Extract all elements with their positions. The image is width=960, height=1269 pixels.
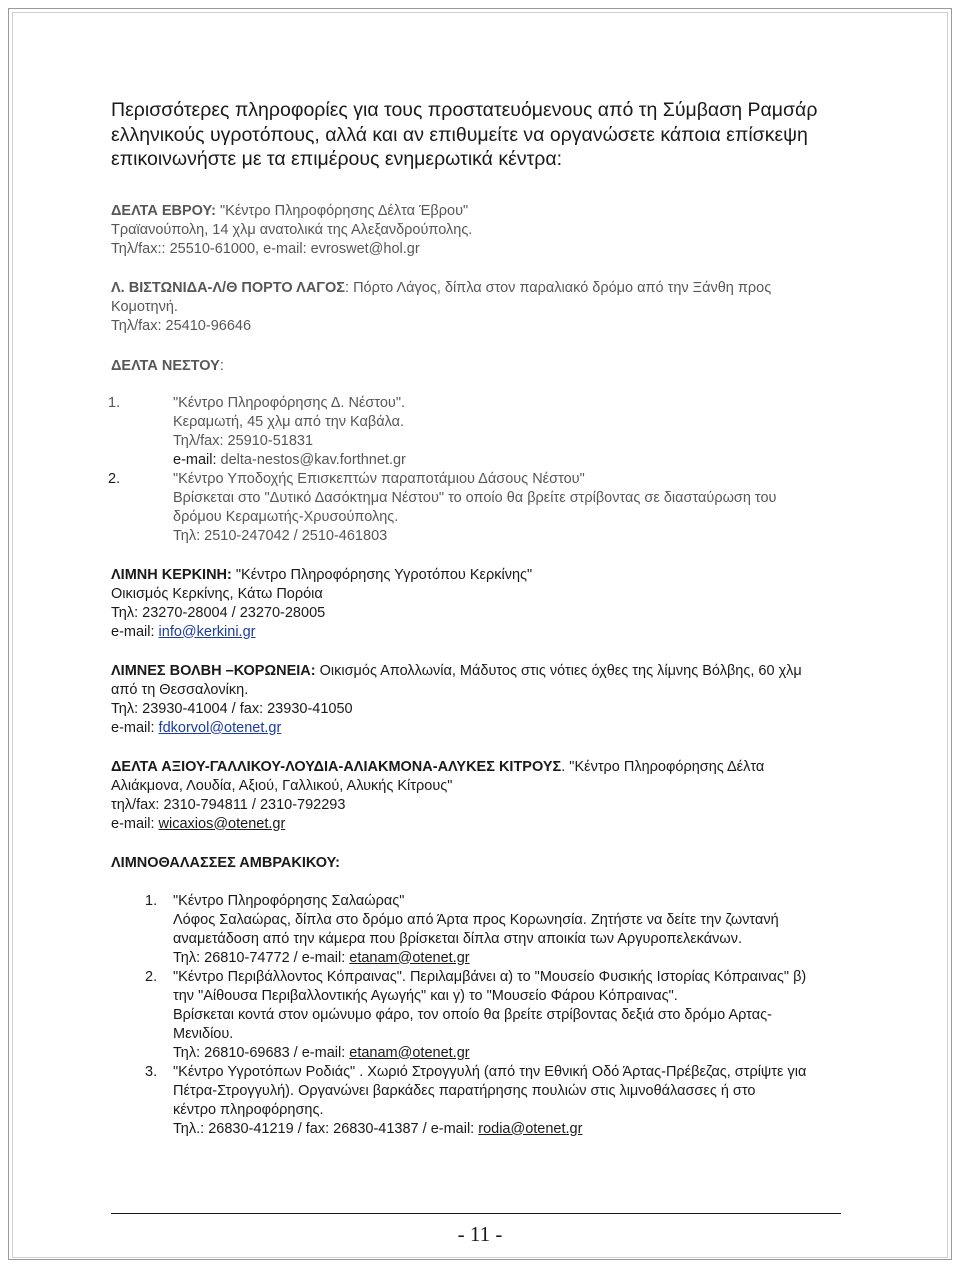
intro-paragraph: [111, 98, 841, 172]
vistonida-desc-2: Κομοτηνή.: [111, 298, 178, 315]
amvrakikos-item-2: [111, 968, 841, 1063]
document-page: [108, 98, 841, 1139]
evros-location: Τραϊανούπολη, 14 χλμ ανατολικά της Αλεξανδρούπολης.: [111, 221, 473, 238]
nestos-title: ΔΕΛΤΑ ΝΕΣΤΟΥ: [111, 357, 220, 374]
amvrakikos-item-line: αναμετάδοση από την κάμερα που βρίσκεται δίπλα στην αποικία των Αργυροπελεκάνων.: [173, 930, 742, 947]
axios-center: . "Κέντρο Πληροφόρησης Δέλτα: [561, 758, 765, 775]
nestos-item-number: 1.: [108, 394, 121, 411]
intro-line-3: επικοινωνήστε με τα επιμέρους ενημερωτικά κέντρα:: [111, 148, 563, 170]
vistonida-desc: : Πόρτο Λάγος, δίπλα στον παραλιακό δρόμο από την Ξάνθη προς: [345, 279, 772, 296]
axios-phone: τηλ/fax: 2310-794811 / 2310-792293: [111, 796, 346, 813]
axios-center-2: Αλιάκμονα, Λουδία, Αξιού, Γαλλικού, Αλυκής Κίτρους": [111, 777, 453, 794]
section-axios: [111, 758, 841, 834]
evros-center: "Κέντρο Πληροφόρησης Δέλτα Έβρου": [215, 202, 469, 219]
nestos-email-prefix: e-mail:: [173, 451, 221, 468]
amvrakikos-contact: Τηλ: 26810-69683 / e-mail:: [173, 1044, 350, 1061]
kerkini-email-prefix: e-mail:: [111, 623, 159, 640]
intro-line-2: ελληνικούς υγροτόπους, αλλά και αν επιθυμείτε να οργανώσετε κάποια επίσκεψη: [111, 123, 808, 146]
amvrakikos-item-line: την "Αίθουσα Περιβαλλοντικής Αγωγής" και γ) το "Μουσείο Φάρου Κόπραινας".: [173, 987, 678, 1004]
volvi-email-prefix: e-mail:: [111, 719, 159, 736]
amvrakikos-item-line: "Κέντρο Πληροφόρησης Σαλαώρας": [173, 892, 405, 909]
nestos-colon: :: [219, 357, 224, 374]
evros-email-link[interactable]: evroswet@hol.gr: [310, 240, 420, 257]
amvrakikos-item-number: 2.: [145, 968, 158, 985]
axios-title: ΔΕΛΤΑ ΑΞΙΟΥ-ΓΑΛΛΙΚΟΥ-ΛΟΥΔΙΑ-ΑΛΙΑΚΜΟΝΑ-ΑΛΥΚΕΣ ΚΙΤΡΟΥΣ: [111, 758, 562, 775]
section-nestos: [108, 357, 841, 546]
section-vistonida: [111, 279, 841, 336]
amvrakikos-list: [111, 892, 841, 1139]
nestos-item-location: Κεραμωτή, 45 χλμ από την Καβάλα.: [173, 413, 405, 430]
nestos-item-name: "Κέντρο Υποδοχής Επισκεπτών παραποτάμιου Δάσους Νέστου": [173, 470, 585, 487]
nestos-item-phone: Τηλ: 2510-247042 / 2510-461803: [173, 527, 388, 544]
amvrakikos-email-link[interactable]: etanam@otenet.gr: [349, 949, 470, 966]
amvrakikos-email-link[interactable]: rodia@otenet.gr: [478, 1120, 583, 1137]
nestos-item-number: 2.: [108, 470, 121, 487]
nestos-item-1: [108, 394, 841, 470]
kerkini-phone: Τηλ: 23270-28004 / 23270-28005: [111, 604, 326, 621]
vistonida-phone: Τηλ/fax: 25410-96646: [111, 317, 252, 334]
nestos-list: [108, 394, 841, 546]
page-number: - 11 -: [457, 1222, 503, 1246]
kerkini-center: "Κέντρο Πληροφόρησης Υγροτόπου Κερκίνης": [231, 566, 533, 583]
amvrakikos-email-link[interactable]: etanam@otenet.gr: [349, 1044, 470, 1061]
nestos-item-2: [108, 470, 841, 546]
section-kerkini: [111, 566, 841, 642]
amvrakikos-item-line: κέντρο πληροφόρησης.: [173, 1101, 324, 1118]
evros-title: ΔΕΛΤΑ ΕΒΡΟΥ:: [111, 202, 216, 219]
amvrakikos-contact: Τηλ.: 26830-41219 / fax: 26830-41387 / e-mail:: [173, 1120, 479, 1137]
amvrakikos-item-number: 1.: [145, 892, 158, 909]
nestos-item-desc: Βρίσκεται στο "Δυτικό Δασόκτημα Νέστου" το οποίο θα βρείτε στρίβοντας σε διασταύρωση του: [173, 489, 777, 506]
axios-email-link[interactable]: wicaxios@otenet.gr: [158, 815, 286, 832]
amvrakikos-title: ΛΙΜΝΟΘΑΛΑΣΣΕΣ ΑΜΒΡΑΚΙΚΟΥ:: [111, 854, 340, 871]
amvrakikos-item-number: 3.: [145, 1063, 158, 1080]
vistonida-title: Λ. ΒΙΣΤΩΝΙΔΑ-Λ/Θ ΠΟΡΤΟ ΛΑΓΟΣ: [111, 279, 346, 296]
nestos-item-desc-2: δρόμου Κεραμωτής-Χρυσούπολης.: [173, 508, 399, 525]
nestos-email-link[interactable]: delta-nestos@kav.forthnet.gr: [220, 451, 406, 468]
nestos-item-name: "Κέντρο Πληροφόρησης Δ. Νέστου".: [173, 394, 406, 411]
amvrakikos-item-line: "Κέντρο Υγροτόπων Ροδιάς" . Χωριό Στρογγυλή (από την Εθνική Οδό Άρτας-Πρέβεζας, στρίψτε για: [173, 1063, 807, 1080]
evros-phone: Τηλ/fax:: 25510-61000, e-mail:: [111, 240, 311, 257]
amvrakikos-item-line: Πέτρα-Στρογγυλή). Οργανώνει βαρκάδες παρατήρησης πουλιών στις λιμνοθάλασσες ή στο: [173, 1082, 756, 1099]
section-volvi: [111, 662, 841, 738]
amvrakikos-item-line: Βρίσκεται κοντά στον ομώνυμο φάρο, τον οποίο θα βρείτε στρίβοντας δεξιά στο δρόμο Αρτας-: [173, 1006, 772, 1023]
volvi-phone: Τηλ: 23930-41004 / fax: 23930-41050: [111, 700, 353, 717]
volvi-title: ΛΙΜΝΕΣ ΒΟΛΒΗ –ΚΟΡΩΝΕΙΑ:: [111, 662, 316, 679]
footer-rule: [111, 1213, 841, 1214]
section-amvrakikos: [111, 854, 841, 1139]
kerkini-email-link[interactable]: info@kerkini.gr: [158, 623, 256, 640]
volvi-email-link[interactable]: fdkorvol@otenet.gr: [158, 719, 282, 736]
section-evros: [111, 202, 841, 259]
axios-email-prefix: e-mail:: [111, 815, 159, 832]
amvrakikos-item-line: Λόφος Σαλαώρας, δίπλα στο δρόμο από Άρτα προς Κορωνησία. Ζητήστε να δείτε την ζωντανή: [173, 911, 779, 928]
intro-line-1: Περισσότερες πληροφορίες για τους προστατευόμενους από τη Σύμβαση Ραμσάρ: [111, 99, 818, 121]
nestos-item-phone: Τηλ/fax: 25910-51831: [173, 432, 314, 449]
amvrakikos-item-3: [111, 1063, 841, 1139]
kerkini-title: ΛΙΜΝΗ ΚΕΡΚΙΝΗ:: [111, 566, 232, 583]
amvrakikos-item-1: [111, 892, 841, 968]
amvrakikos-contact: Τηλ: 26810-74772 / e-mail:: [173, 949, 350, 966]
kerkini-location: Οικισμός Κερκίνης, Κάτω Πορόια: [111, 585, 323, 602]
volvi-desc-2: από τη Θεσσαλονίκη.: [111, 681, 249, 698]
amvrakikos-item-line: "Κέντρο Περιβάλλοντος Κόπραινας". Περιλαμβάνει α) το "Μουσείο Φυσικής Ιστορίας Κόπραινας" β): [173, 968, 807, 985]
volvi-desc: Οικισμός Απολλωνία, Μάδυτος στις νότιες όχθες της λίμνης Βόλβης, 60 χλμ: [315, 662, 802, 679]
amvrakikos-item-line: Μενιδίου.: [173, 1025, 234, 1042]
